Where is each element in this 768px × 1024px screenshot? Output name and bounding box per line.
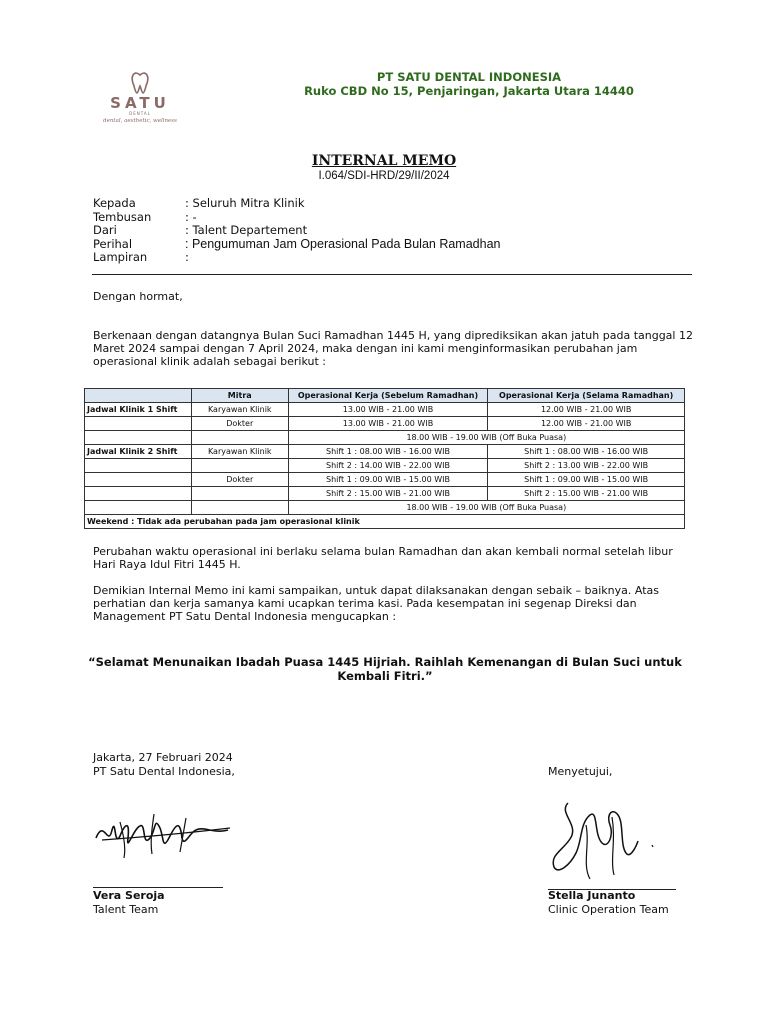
signature-stella (540, 795, 665, 885)
table-cell (85, 501, 192, 515)
table-row (85, 473, 685, 487)
table-cell (85, 431, 192, 445)
weekend-note: Weekend : Tidak ada perubahan pada jam operasional klinik (85, 515, 685, 529)
meta-key: Dari (93, 223, 117, 237)
table-header: Mitra (191, 389, 288, 403)
signature-line-left (93, 887, 223, 888)
after-table-paragraph: Perubahan waktu operasional ini berlaku selama bulan Ramadhan dan akan kembali normal setelah libur Hari Raya Idul Fitri 1445 H. (93, 545, 673, 571)
ramadhan-greeting-quote: “Selamat Menunaikan Ibadah Puasa 1445 Hijriah. Raihlah Kemenangan di Bulan Suci untuk Kembali Fitri.” (88, 655, 682, 683)
company-address: Ruko CBD No 15, Penjaringan, Jakarta Utara 14440 (304, 84, 634, 98)
table-cell: Shift 1 : 09.00 WIB - 15.00 WIB (488, 473, 685, 487)
table-row (85, 431, 685, 445)
table-cell: Shift 2 : 13.00 WIB - 22.00 WIB (488, 459, 685, 473)
signer-role: Clinic Operation Team (548, 903, 669, 916)
table-cell: Shift 2 : 15.00 WIB - 21.00 WIB (288, 487, 488, 501)
schedule-table (84, 388, 685, 529)
table-header-row (85, 389, 685, 403)
table-cell (191, 501, 288, 515)
table-row (85, 459, 685, 473)
table-cell: Shift 2 : 15.00 WIB - 21.00 WIB (488, 487, 685, 501)
meta-value: : - (185, 209, 197, 224)
place-date: Jakarta, 27 Februari 2024 (93, 751, 233, 764)
table-header: Operasional Kerja (Selama Ramadhan) (488, 389, 685, 403)
meta-key: Kepada (93, 196, 136, 210)
signer-name: Stella Junanto (548, 889, 636, 902)
table-cell (85, 417, 192, 431)
table-header: Operasional Kerja (Sebelum Ramadhan) (288, 389, 488, 403)
logo-wordmark: SATU (110, 94, 170, 112)
table-cell (85, 459, 192, 473)
meta-key: Tembusan (93, 209, 152, 224)
table-cell: Shift 1 : 08.00 WIB - 16.00 WIB (488, 445, 685, 459)
table-cell: Karyawan Klinik (191, 445, 288, 459)
table-cell: 12.00 WIB - 21.00 WIB (488, 403, 685, 417)
table-cell: Shift 1 : 09.00 WIB - 15.00 WIB (288, 473, 488, 487)
signature-left (93, 751, 235, 779)
table-header (85, 389, 192, 403)
table-cell (191, 431, 288, 445)
meta-key: Lampiran (93, 250, 148, 264)
memo-title: INTERNAL MEMO (311, 153, 457, 169)
table-cell (85, 473, 192, 487)
table-cell: Jadwal Klinik 1 Shift (85, 403, 192, 417)
table-row (85, 501, 685, 515)
company-header (0, 70, 768, 98)
meta-value: : Seluruh Mitra Klinik (185, 196, 305, 210)
greeting: Dengan hormat, (93, 290, 183, 303)
logo-subtext: DENTAL (129, 111, 151, 116)
table-cell (85, 487, 192, 501)
table-cell: 13.00 WIB - 21.00 WIB (288, 417, 488, 431)
signer-right (548, 889, 669, 917)
logo-tagline: dental, aesthetic, wellness (103, 118, 177, 124)
table-row (85, 417, 685, 431)
table-cell: 12.00 WIB - 21.00 WIB (488, 417, 685, 431)
left-org: PT Satu Dental Indonesia, (93, 765, 235, 778)
table-cell-break: 18.00 WIB - 19.00 WIB (Off Buka Puasa) (288, 501, 684, 515)
table-row (85, 487, 685, 501)
table-cell (191, 487, 288, 501)
table-cell: Shift 1 : 08.00 WIB - 16.00 WIB (288, 445, 488, 459)
company-name: PT SATU DENTAL INDONESIA (376, 70, 562, 84)
table-row (85, 403, 685, 417)
table-cell: 13.00 WIB - 21.00 WIB (288, 403, 488, 417)
approval-label: Menyetujui, (548, 765, 613, 778)
signer-name: Vera Seroja (93, 889, 165, 902)
intro-paragraph: Berkenaan dengan datangnya Bulan Suci Ramadhan 1445 H, yang diprediksikan akan jatuh pada tanggal 12 Maret 2024 sampai dengan 7 April 2024, maka dengan ini kami menginformasikan perubahan jam operasional klinik adalah sebagai berikut : (93, 329, 693, 368)
table-cell: Dokter (191, 417, 288, 431)
signature-vera (90, 808, 235, 863)
table-cell-break: 18.00 WIB - 19.00 WIB (Off Buka Puasa) (288, 431, 684, 445)
meta-key: Perihal (93, 236, 133, 251)
signer-left (93, 889, 165, 917)
divider (92, 274, 692, 275)
meta-value: : Talent Departement (185, 223, 308, 237)
closing-paragraph: Demikian Internal Memo ini kami sampaikan, untuk dapat dilaksanakan dengan sebaik – baiknya. Atas perhatian dan kerja samanya kami ucapkan terima kasi. Pada kesempatan ini segenap Direksi dan Management PT Satu Dental Indonesia mengucapkan : (93, 584, 660, 623)
table-cell: Dokter (191, 473, 288, 487)
table-row (85, 445, 685, 459)
table-cell (191, 459, 288, 473)
table-cell: Shift 2 : 14.00 WIB - 22.00 WIB (288, 459, 488, 473)
signer-role: Talent Team (93, 903, 159, 916)
meta-value: : Pengumuman Jam Operasional Pada Bulan Ramadhan (185, 236, 501, 251)
meta-value: : (185, 250, 189, 264)
memo-number: I.064/SDI-HRD/29/II/2024 (318, 170, 450, 182)
table-row-weekend (85, 515, 685, 529)
table-cell: Jadwal Klinik 2 Shift (85, 445, 192, 459)
table-cell: Karyawan Klinik (191, 403, 288, 417)
